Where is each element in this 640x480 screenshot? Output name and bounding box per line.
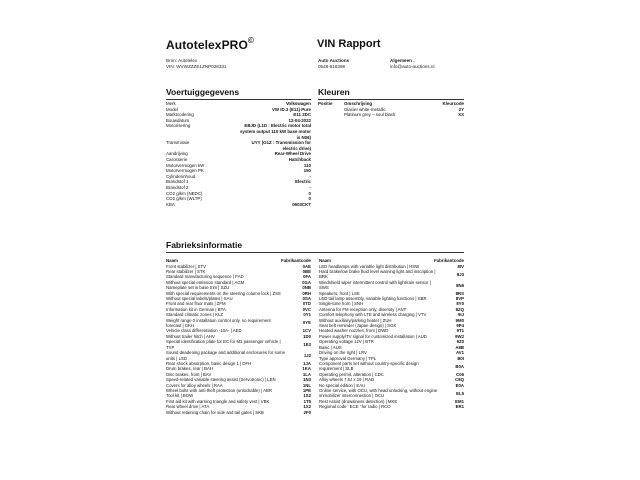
factory-option-code: 1X2 (303, 404, 311, 410)
spec-key: Model (166, 106, 178, 112)
spec-value: VW ID.3 (E11) Pure (271, 106, 311, 112)
factory-option-code: 1S2 (303, 393, 311, 399)
factory-option-code: 9IJ (458, 312, 464, 318)
spec-key: Carosserie (166, 156, 188, 162)
spec-value: - (309, 173, 311, 179)
factory-option-name: Operating voltage 12V | BTR (319, 339, 374, 345)
general-label: Algemeen . (390, 58, 415, 63)
factory-option-row (166, 339, 311, 350)
factory-option-row (166, 318, 311, 329)
factory-option-name: Speed-related variable steering assist (Servotronic) | LEN (166, 377, 276, 383)
factory-option-name: Nameplate set in base trim | SZU (166, 285, 230, 291)
factory-option-code: 1CV (302, 328, 311, 334)
colors-col-description: Omschrijving (344, 101, 373, 106)
spec-value: - (309, 184, 311, 190)
factory-option-code: EM1 (455, 398, 464, 404)
factory-option-name: Regional code ' ECE ' for radio | RCO (319, 404, 391, 410)
factory-option-code: 1J2 (303, 352, 311, 358)
factory-option-name: Speakers, front | LSE (319, 290, 360, 296)
factory-col-code: Fabrikantcode (433, 258, 464, 263)
source-label: Bron: Autotelex (166, 58, 198, 63)
spec-key: Aandrijving (166, 151, 188, 157)
factory-option-name: Type approval Germany | TPL (319, 355, 377, 361)
factory-option-name: Tool kit | BOW (166, 393, 194, 399)
factory-option-name: First aid kit with warning triangle and safety vest | VBK (166, 398, 270, 404)
factory-option-code: 1JA (303, 360, 311, 366)
factory-option-code: 1KA (302, 366, 311, 372)
factory-option-code: 1D0 (303, 333, 311, 339)
factory-option-name: Vehicle class differentiation -10A- | AED (166, 328, 242, 334)
factory-option-code: 9T1 (456, 328, 464, 334)
brand-logo: AutotelexPRO© (166, 36, 254, 52)
factory-option-code: B0I (457, 355, 464, 361)
color-description: Glacier white-metallic (344, 106, 386, 112)
factory-option-code: B0A (455, 363, 464, 369)
factory-option-name: Disc brakes, front | BAV (166, 371, 212, 377)
factory-option-code: 1E3 (303, 341, 311, 347)
spec-key: Brandstof 1 (166, 179, 189, 185)
dealer-phone: 0548-516398 (318, 64, 346, 69)
factory-option-name: Information kit in German | BTA (166, 306, 226, 312)
factory-option-code: E0A (455, 382, 464, 388)
factory-option-name: Covers for alloy wheels | RAA (166, 382, 223, 388)
spec-key: Motorvermogen kW (166, 162, 205, 168)
spec-value: 0 (308, 196, 311, 202)
factory-option-name: Wheel bolts with anti-theft protection (unlockable) | ABR (166, 387, 272, 393)
spec-value: 0 (308, 190, 311, 196)
spec-value: 0603CKT (292, 201, 311, 207)
spec-value: 110 (303, 162, 311, 168)
factory-option-name: Front and rear floor mats | ZFM (166, 301, 226, 307)
spec-row (166, 140, 311, 151)
colors-col-code: Kleurcode (442, 101, 464, 106)
factory-option-code: 0RH (302, 290, 311, 296)
factory-col-name: Naam (166, 258, 178, 263)
spec-value: Rear-Wheel Drive (274, 151, 311, 157)
factory-option-name: Operating permit, alteration | CDC (319, 371, 384, 377)
factory-option-name: Heated washer nozzles, front | DWD (319, 328, 389, 334)
factory-option-code: 8IV (457, 263, 464, 269)
factory-option-name: Without special emission standard | AGM (166, 279, 245, 285)
spec-key: Brandstof 2 (166, 184, 189, 190)
spec-key: Merk (166, 101, 176, 106)
factory-option-code: 0FA (303, 274, 311, 280)
spec-value: E11 2DC (293, 112, 311, 118)
factory-options-right (319, 258, 464, 410)
factory-option-name: Without auxiliary/parking heater | ZUH (319, 317, 392, 323)
spec-key: CO2 g/km (WLTP) (166, 196, 202, 202)
factory-option-name: LED headlamps with variable light distribution | HSW (319, 263, 420, 269)
colors-col-position: Positie (318, 101, 333, 106)
factory-option-name: Rear stabilizer | STK (166, 269, 206, 274)
factory-option-name: Without trailer hitch | AHV (166, 333, 215, 339)
factory-option-code: 9W2 (455, 333, 464, 339)
factory-option-name: Rest Assist (drowsiness detection) | MKE (319, 398, 398, 404)
factory-option-name: Hard brake/low brake fluid level warning light and inscription | BRK (319, 269, 436, 280)
factory-option-code: ER1 (455, 404, 464, 410)
factory-option-code: 1LA (302, 371, 311, 377)
colors-divider (318, 99, 464, 100)
factory-option-code: 9Z0 (456, 339, 464, 345)
vehicle-heading: Voertuiggegevens (166, 87, 240, 97)
factory-option-code: EL5 (456, 390, 464, 396)
factory-divider (166, 252, 464, 253)
factory-option-code: A8B (455, 344, 464, 350)
factory-col-name: Naam (319, 258, 331, 263)
factory-option-code: 8ZQ (455, 306, 464, 312)
factory-option-name: Antenna for FM reception only, diversity | ANT (319, 306, 407, 312)
spec-value: EBJD (L1D : Electric motor total system output 110 kW base motor is N06) (239, 123, 311, 140)
factory-option-row (166, 350, 311, 361)
spec-key: Marktcodering (166, 112, 194, 118)
factory-option-code: 1PE (302, 387, 311, 393)
factory-option-code: 0TD (302, 301, 311, 307)
factory-option-name: Comfort telephony with LTE and wireless charging | VTV (319, 312, 427, 318)
factory-option-name: Front stabilizer | STV (166, 263, 207, 269)
factory-option-name: Weight range 0 installation control only, no requirement forecast | GKH (166, 317, 271, 329)
factory-option-name: Without retaining chain for side and tail gates | SKB (166, 409, 264, 415)
factory-option-code: 8Y0 (456, 301, 464, 307)
factory-option-code: 8J3 (456, 271, 464, 277)
spec-key: Motorisering (166, 123, 191, 129)
copyright-mark: © (247, 36, 254, 45)
factory-option-name: Windshield wiper intermittent control with light/rain sensor | SWS (319, 279, 431, 291)
vin-label: VIN: WVWZZZE1ZNP028331 (166, 64, 227, 69)
factory-options-left (166, 258, 311, 415)
factory-option-name: Online service, with OCU, with head unlocking, without engine immobilizer interconnection | OCU (319, 387, 438, 399)
spec-key: Motorvermogen PK (166, 168, 204, 174)
vehicle-divider (166, 99, 311, 100)
factory-option-name: Power supply/TV signal for customized installation | AUD (319, 333, 427, 339)
factory-option-code: 8VP (455, 296, 464, 302)
factory-option-name: Rear wheel drive | ATA (166, 404, 210, 410)
color-position (318, 112, 344, 118)
factory-option-name: No special edition | EAU (319, 382, 366, 388)
factory-option-name: With special requirements on the steering column lock | ZSS (166, 290, 281, 296)
factory-option-code: AV1 (455, 350, 464, 356)
factory-option-name: LED tail lamp assembly, variable lighting functions | SBR (319, 296, 427, 302)
colors-heading: Kleuren (318, 87, 350, 97)
factory-option-name: Standard climatic zones | KLZ (166, 312, 224, 318)
factory-col-code: Fabrikantcode (280, 258, 311, 263)
factory-option-code: 0Y1 (303, 312, 311, 318)
factory-option-name: Standard manufacturing sequence | FAD (166, 274, 244, 280)
factory-option-row (319, 404, 464, 409)
factory-option-code: 0SA (302, 296, 311, 302)
dealer-name: Auto Auctions (318, 58, 350, 63)
factory-option-code: 8N6 (456, 282, 464, 288)
spec-key: CO2 g/km (NEDC) (166, 190, 203, 196)
spec-value: Hatchback (288, 156, 311, 162)
factory-option-code: 2F0 (303, 409, 311, 415)
factory-option-code: 8RS (455, 290, 464, 296)
factory-option-name: Sound deadening package and additional enclosures for some units | LSD (166, 350, 285, 361)
factory-option-name: Alloy wheels 7.5J x 19 | RAD (319, 377, 375, 383)
colors-table (318, 101, 464, 118)
factory-option-code: 0NB (302, 285, 311, 291)
spec-key: Transmissie (166, 140, 190, 146)
color-description: Platinum grey – soul black (344, 112, 396, 118)
factory-option-code: 9P4 (456, 323, 464, 329)
factory-option-name: Basic | AUS (319, 344, 342, 350)
factory-option-name: Component parts set without country-specific design requirement | SLB (319, 360, 419, 372)
factory-option-name: Driving on the right | LRV (319, 350, 367, 356)
factory-option-code: 1T5 (303, 398, 311, 404)
factory-option-code: 1N3 (303, 377, 311, 383)
factory-option-code: 9M0 (455, 317, 464, 323)
factory-option-name: Rear shock absorption, basic design 1 | DFH (166, 360, 252, 366)
factory-heading: Fabrieksinformatie (166, 240, 243, 250)
factory-option-name: Without special labels/plates | SAU (166, 296, 233, 302)
color-row (318, 112, 464, 118)
spec-value: 12-04-2022 (288, 117, 311, 123)
factory-option-name: Single-tone horn | SNH (319, 301, 364, 307)
spec-key: KBA (166, 201, 175, 207)
factory-option-code: 0VC (302, 306, 311, 312)
factory-option-name: Special identification plate for EC for M1 passenger vehicle | TYP (166, 339, 281, 350)
factory-option-code: 0GA (302, 279, 311, 285)
spec-value: 150 (303, 168, 311, 174)
factory-option-row (319, 269, 464, 280)
factory-option-row (319, 361, 464, 372)
color-code: XX (458, 112, 464, 118)
factory-option-row (319, 280, 464, 291)
spec-row (166, 202, 311, 208)
factory-option-name: Seat belt reminder (Japan design) | SGK (319, 323, 397, 329)
color-code: 2Y (458, 106, 464, 112)
factory-option-code: 0AE (302, 263, 311, 269)
spec-value: UYY (G1Z : Transmission for electric drive) (251, 140, 311, 151)
factory-option-code: C06 (456, 371, 464, 377)
factory-option-code: 0BE (302, 269, 311, 274)
spec-row (166, 123, 311, 140)
document-title: VIN Rapport (317, 38, 381, 50)
vin-report-page (162, 0, 478, 480)
dealer-email[interactable]: info@auto-auctions.nl (390, 64, 435, 69)
spec-value: Volkswagen (285, 101, 311, 106)
factory-option-row (319, 388, 464, 399)
spec-key: Bouwdatum (166, 117, 190, 123)
factory-option-row (166, 410, 311, 415)
factory-option-code: C8Q (455, 377, 464, 383)
factory-option-code: 1NL (302, 382, 311, 388)
vehicle-spec-list (166, 101, 311, 207)
factory-option-name: Drum brakes, rear | BAH (166, 366, 213, 372)
spec-value: Electric (295, 179, 311, 185)
spec-key: Cylinderinhoud (166, 173, 196, 179)
factory-option-code: 0YE (302, 320, 311, 326)
